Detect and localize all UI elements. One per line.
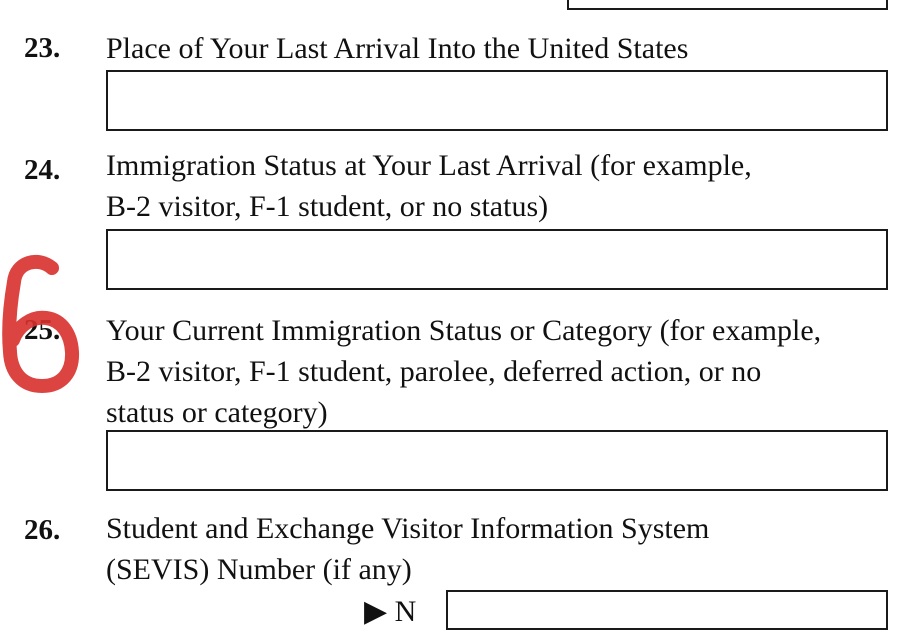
question-25-line-2: B-2 visitor, F-1 student, parolee, deferred action, or no [106, 355, 762, 388]
question-24-label [106, 145, 752, 227]
question-26-line-1: Student and Exchange Visitor Information System [106, 512, 710, 545]
question-23-answer-box[interactable] [106, 70, 888, 131]
question-25-line-3: status or category) [106, 396, 328, 429]
question-25-label [106, 310, 821, 433]
previous-answer-box[interactable] [567, 0, 888, 10]
question-24-answer-box[interactable] [106, 229, 888, 290]
question-26-label [106, 508, 709, 590]
question-23-line-1: Place of Your Last Arrival Into the United States [106, 32, 689, 65]
question-23-label [106, 28, 688, 69]
question-26-line-2: (SEVIS) Number (if any) [106, 553, 412, 586]
question-26-number: 26. [24, 514, 61, 546]
question-25-number: 25. [24, 314, 61, 346]
question-24-number: 24. [24, 154, 61, 186]
question-23-number: 23. [24, 32, 61, 64]
question-25-line-1: Your Current Immigration Status or Category (for example, [106, 314, 822, 347]
question-25-answer-box[interactable] [106, 430, 888, 491]
question-24-line-2: B-2 visitor, F-1 student, or no status) [106, 190, 549, 223]
sevis-number-prefix: ▶ N [364, 595, 417, 628]
question-24-line-1: Immigration Status at Your Last Arrival (for example, [106, 149, 752, 182]
question-26-answer-box[interactable] [446, 590, 888, 630]
